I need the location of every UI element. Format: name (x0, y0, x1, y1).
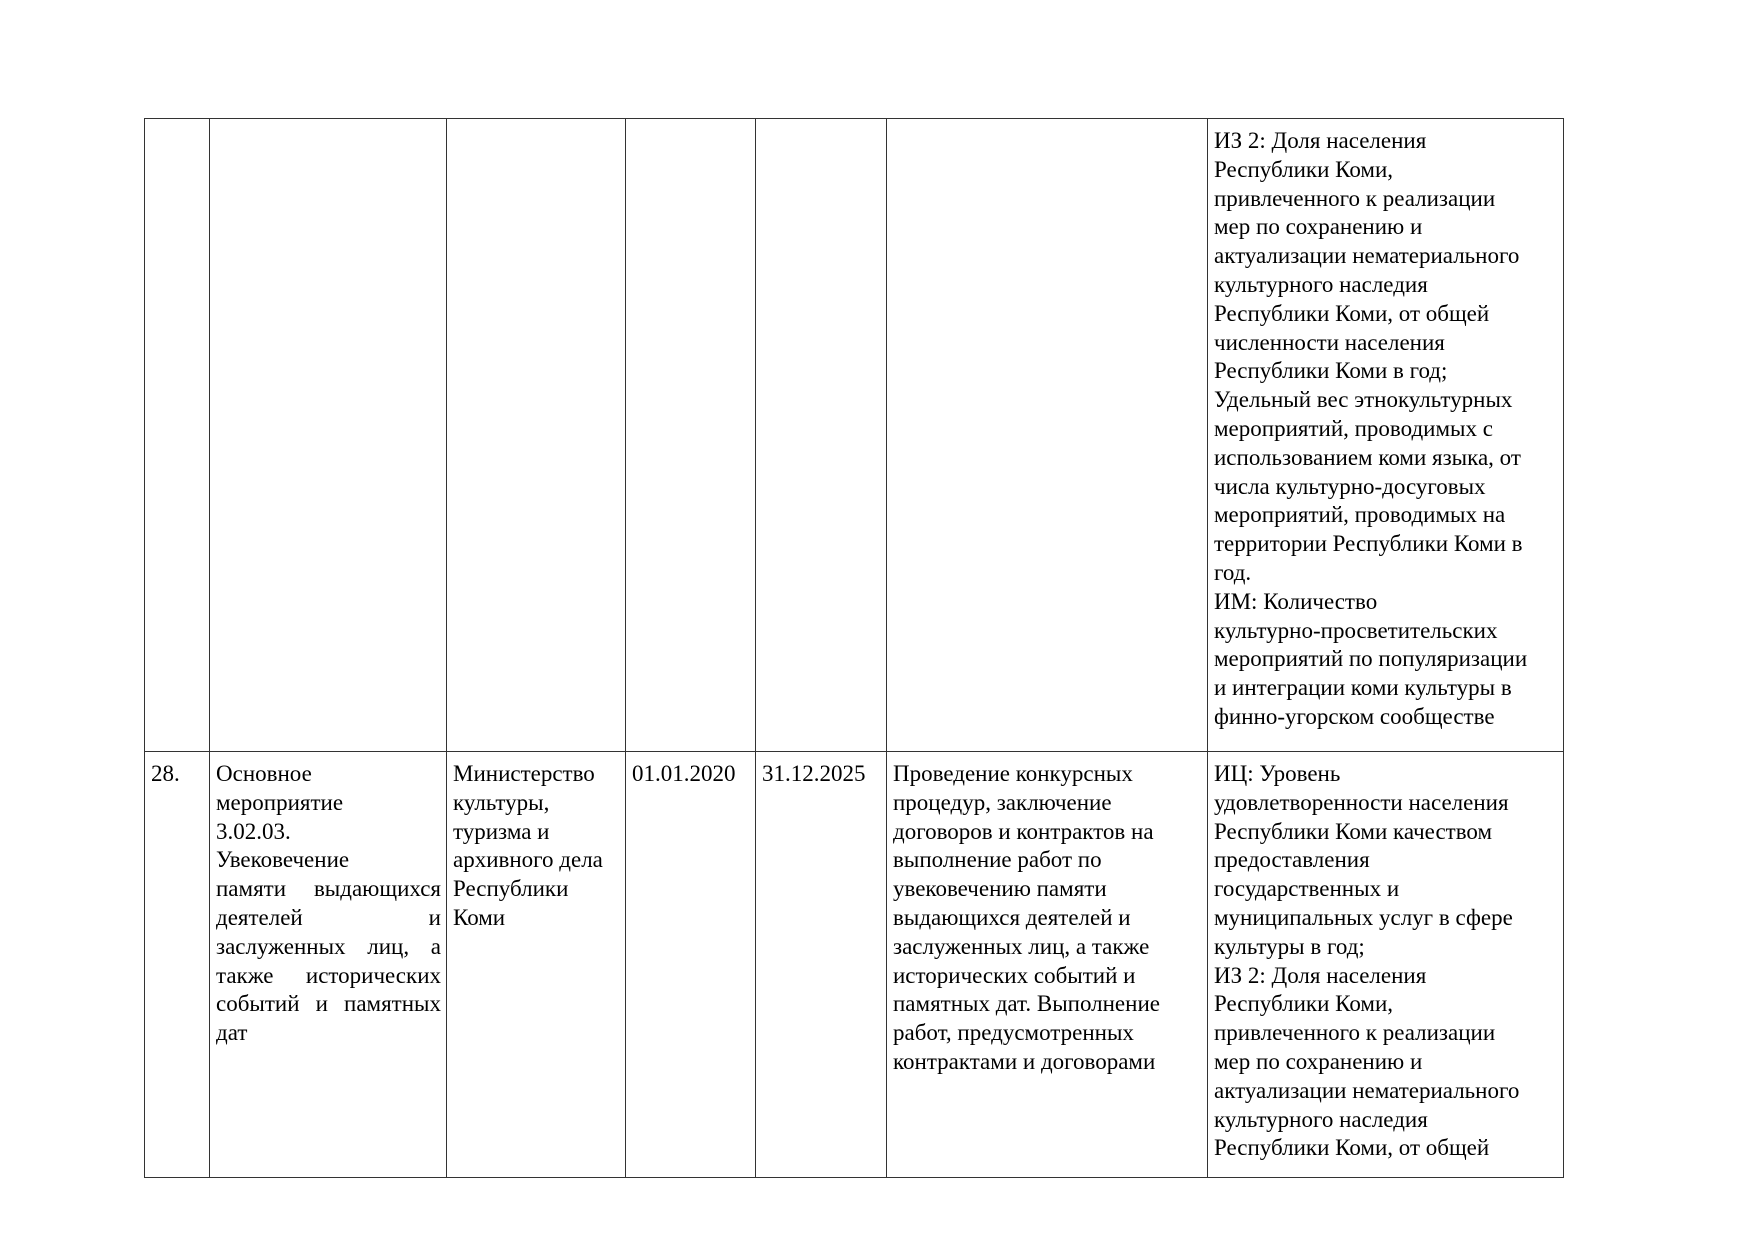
table-row (145, 119, 1564, 752)
start-date-cell: 01.01.2020 (626, 752, 756, 1178)
text-line: муниципальных услуг в сфере (1214, 904, 1513, 930)
text-line: культуры в год; (1214, 933, 1365, 959)
text-line: численности населения (1214, 329, 1445, 355)
activity-name-cell (210, 752, 447, 1178)
row-number-cell: 28. (145, 752, 210, 1178)
text-line: мероприятие (216, 789, 344, 815)
text-line: мер по сохранению и (1214, 214, 1423, 240)
text-line: мероприятий по популяризации (1214, 646, 1528, 672)
text-line: Республики Коми, от общей (1214, 1135, 1490, 1161)
text-line: архивного дела (453, 847, 603, 873)
text-line: заслуженных лиц, а (216, 933, 441, 959)
text-line: туризма и (453, 818, 550, 844)
text-line: памяти выдающихся (216, 876, 441, 902)
executor-cell (447, 119, 626, 752)
text-line: договоров и контрактов на (893, 818, 1154, 844)
text-line: актуализации нематериального (1214, 1077, 1520, 1103)
text-line: мер по сохранению и (1214, 1048, 1423, 1074)
text-line: культурно-просветительских (1214, 617, 1498, 643)
text-line: мероприятий, проводимых с (1214, 415, 1493, 441)
text-line: Проведение конкурсных (893, 761, 1133, 786)
text-line: выполнение работ по (893, 847, 1102, 873)
indicators-cell (1208, 119, 1564, 752)
text-line: предоставления (1214, 847, 1370, 873)
activity-name-cell (210, 119, 447, 752)
description-cell (887, 752, 1208, 1178)
text-line: использованием коми языка, от (1214, 444, 1521, 470)
text-line: ИЦ: Уровень (1214, 761, 1341, 786)
row-number-cell (145, 119, 210, 752)
text-line: Республики Коми, (1214, 991, 1394, 1017)
text-line: Коми (453, 904, 506, 930)
text-line: дат (216, 1020, 248, 1046)
text-line: процедур, заключение (893, 789, 1112, 815)
end-date-cell (756, 119, 887, 752)
text-line: привлеченного к реализации (1214, 185, 1496, 211)
text-line: ИЗ 2: Доля населения (1214, 128, 1427, 153)
start-date-cell (626, 119, 756, 752)
text-line: выдающихся деятелей и (893, 904, 1131, 930)
text-line: актуализации нематериального (1214, 243, 1520, 269)
text-line: ИЗ 2: Доля населения (1214, 962, 1427, 988)
text-line: территории Республики Коми в (1214, 531, 1523, 557)
text-line: удовлетворенности населения (1214, 789, 1509, 815)
description-cell (887, 119, 1208, 752)
text-line: работ, предусмотренных (893, 1020, 1134, 1046)
text-line: год. (1214, 559, 1252, 585)
text-line: событий и памятных (216, 991, 441, 1017)
text-line: исторических событий и (893, 962, 1136, 988)
program-activities-table (144, 118, 1564, 1178)
text-line: финно-угорском сообществе (1214, 703, 1495, 729)
text-line: также исторических (216, 962, 441, 988)
table-row (145, 752, 1564, 1178)
text-line: Республики (453, 876, 569, 902)
text-line: Республики Коми в год; (1214, 358, 1448, 384)
text-line: Удельный вес этнокультурных (1214, 387, 1513, 413)
text-line: Основное (216, 761, 312, 786)
text-line: заслуженных лиц, а также (893, 933, 1150, 959)
text-line: мероприятий, проводимых на (1214, 502, 1506, 528)
text-line: числа культурно-досуговых (1214, 473, 1486, 499)
text-line: и интеграции коми культуры в (1214, 675, 1512, 701)
text-line: ИМ: Количество (1214, 588, 1378, 614)
text-line: привлеченного к реализации (1214, 1020, 1496, 1046)
indicators-cell (1208, 752, 1564, 1178)
text-line: культурного наследия (1214, 271, 1428, 297)
text-line: Республики Коми, от общей (1214, 300, 1490, 326)
end-date-cell: 31.12.2025 (756, 752, 887, 1178)
text-line: Министерство (453, 761, 595, 786)
text-line: памятных дат. Выполнение (893, 991, 1160, 1017)
text-line: Республики Коми качеством (1214, 818, 1493, 844)
text-line: деятелей и (216, 904, 441, 930)
text-line: государственных и (1214, 876, 1400, 902)
executor-cell (447, 752, 626, 1178)
text-line: Увековечение (216, 847, 350, 873)
text-line: культурного наследия (1214, 1106, 1428, 1132)
text-line: культуры, (453, 789, 550, 815)
text-line: контрактами и договорами (893, 1048, 1156, 1074)
text-line: увековечению памяти (893, 876, 1107, 902)
text-line: Республики Коми, (1214, 156, 1394, 182)
text-line: 3.02.03. (216, 818, 291, 844)
